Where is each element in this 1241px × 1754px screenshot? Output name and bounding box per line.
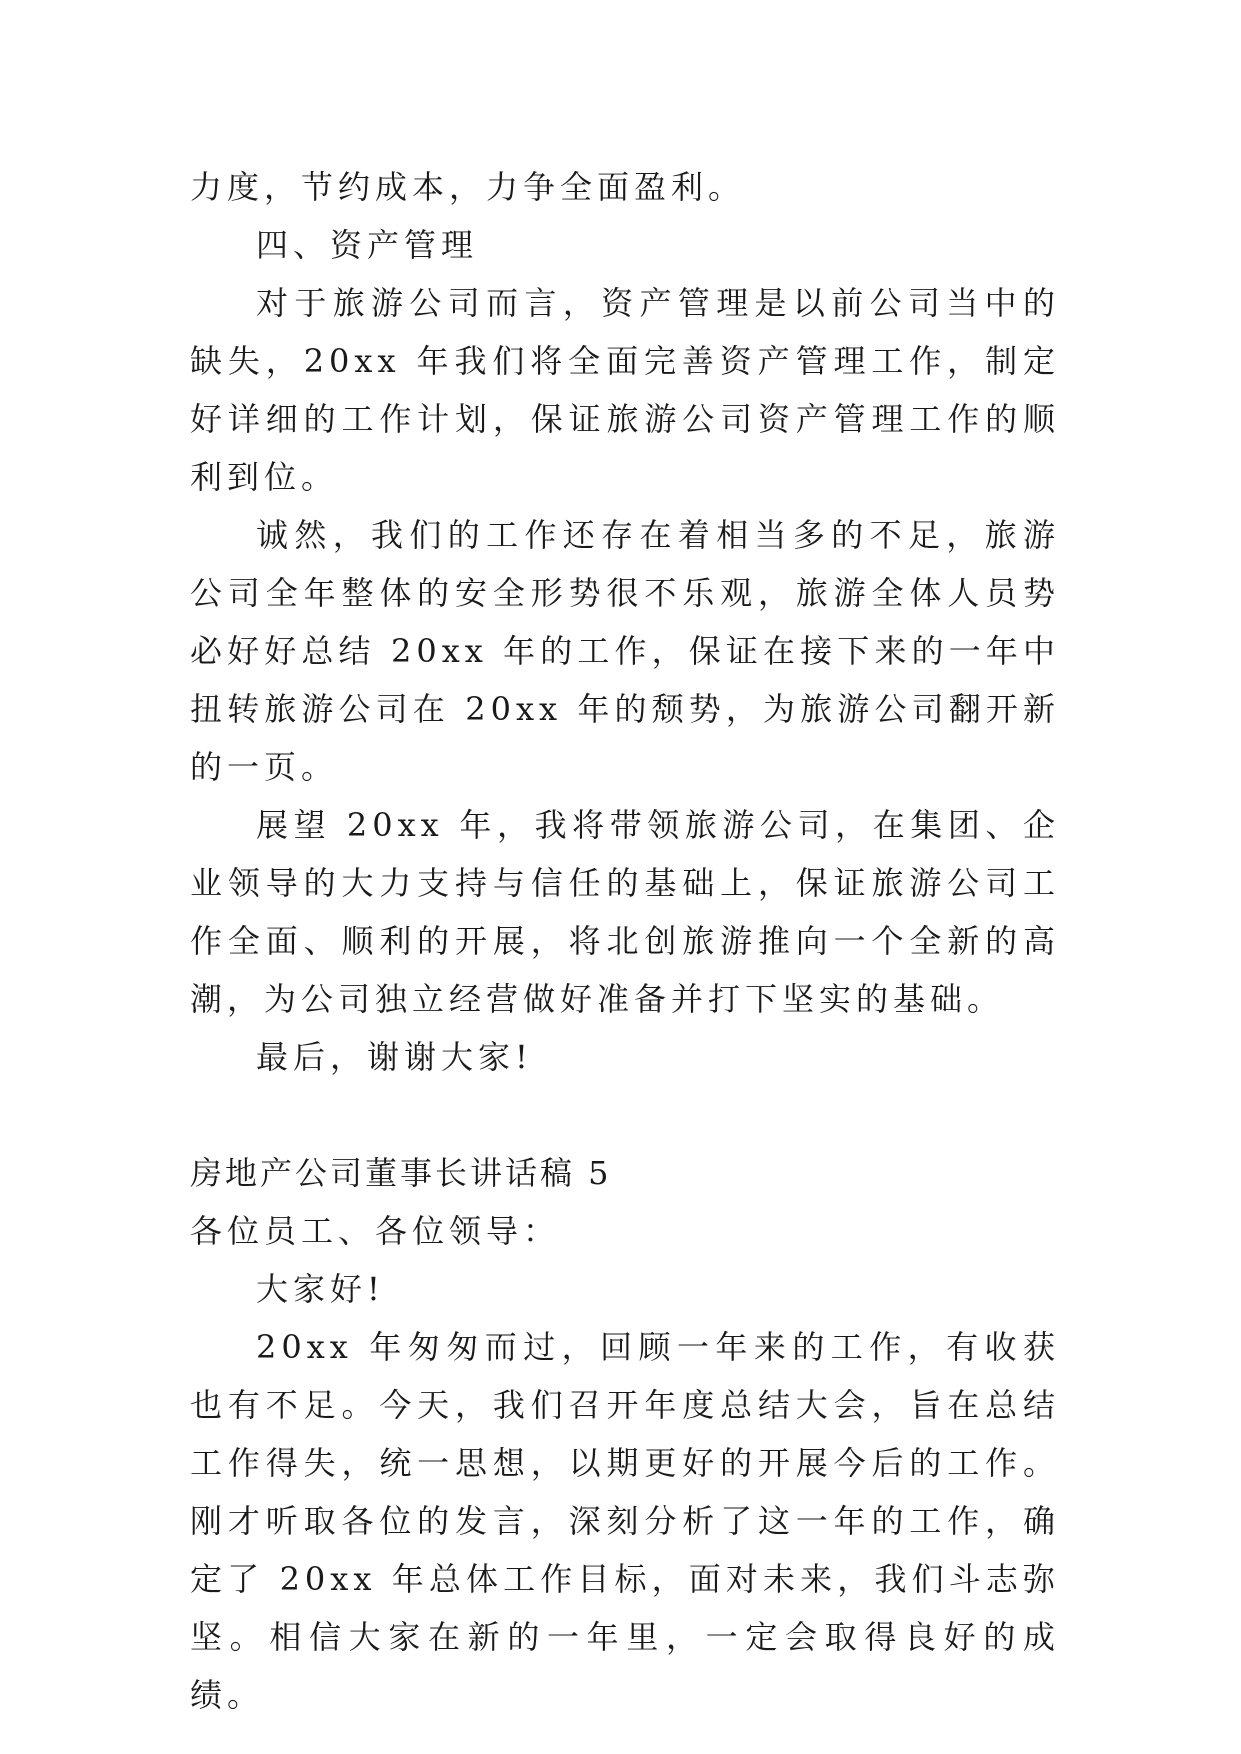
section-title: 房地产公司董事长讲话稿 5 [190,1154,612,1192]
paragraph-asset-management: 对于旅游公司而言，资产管理是以前公司当中的缺失，20xx 年我们将全面完善资产管理工作，制定好详细的工作计划，保证旅游公司资产管理工作的顺利到位。 [190,284,1060,496]
paragraph-continuation: 力度，节约成本，力争全面盈利。 [190,168,746,206]
paragraph-year-review: 20xx 年匆匆而过，回顾一年来的工作，有收获也有不足。今天，我们召开年度总结大会，旨在总结工作得失，统一思想，以期更好的开展今后的工作。刚才听取各位的发言，深刻分析了这一年的工作，确定了 20xx 年总体工作目标，面对未来，我们斗志弥坚。相信大家在新的一年里，一定会取得良好的成绩。 [190,1328,1060,1714]
salutation: 各位员工、各位领导： [190,1212,561,1250]
document-body [190,158,1060,1724]
paragraph-shortcomings: 诚然，我们的工作还存在着相当多的不足，旅游公司全年整体的安全形势很不乐观，旅游全体人员势必好好总结 20xx 年的工作，保证在接下来的一年中扭转旅游公司在 20xx 年的颓势，为旅游公司翻开新的一页。 [190,516,1060,786]
section-heading-asset-management: 四、资产管理 [256,226,479,264]
section-spacer [190,1086,1060,1144]
greeting: 大家好! [256,1270,385,1308]
paragraph-outlook: 展望 20xx 年，我将带领旅游公司，在集团、企业领导的大力支持与信任的基础上，保证旅游公司工作全面、顺利的开展，将北创旅游推向一个全新的高潮，为公司独立经营做好准备并打下坚实的基础。 [190,806,1060,1018]
paragraph-closing: 最后，谢谢大家! [256,1038,533,1076]
